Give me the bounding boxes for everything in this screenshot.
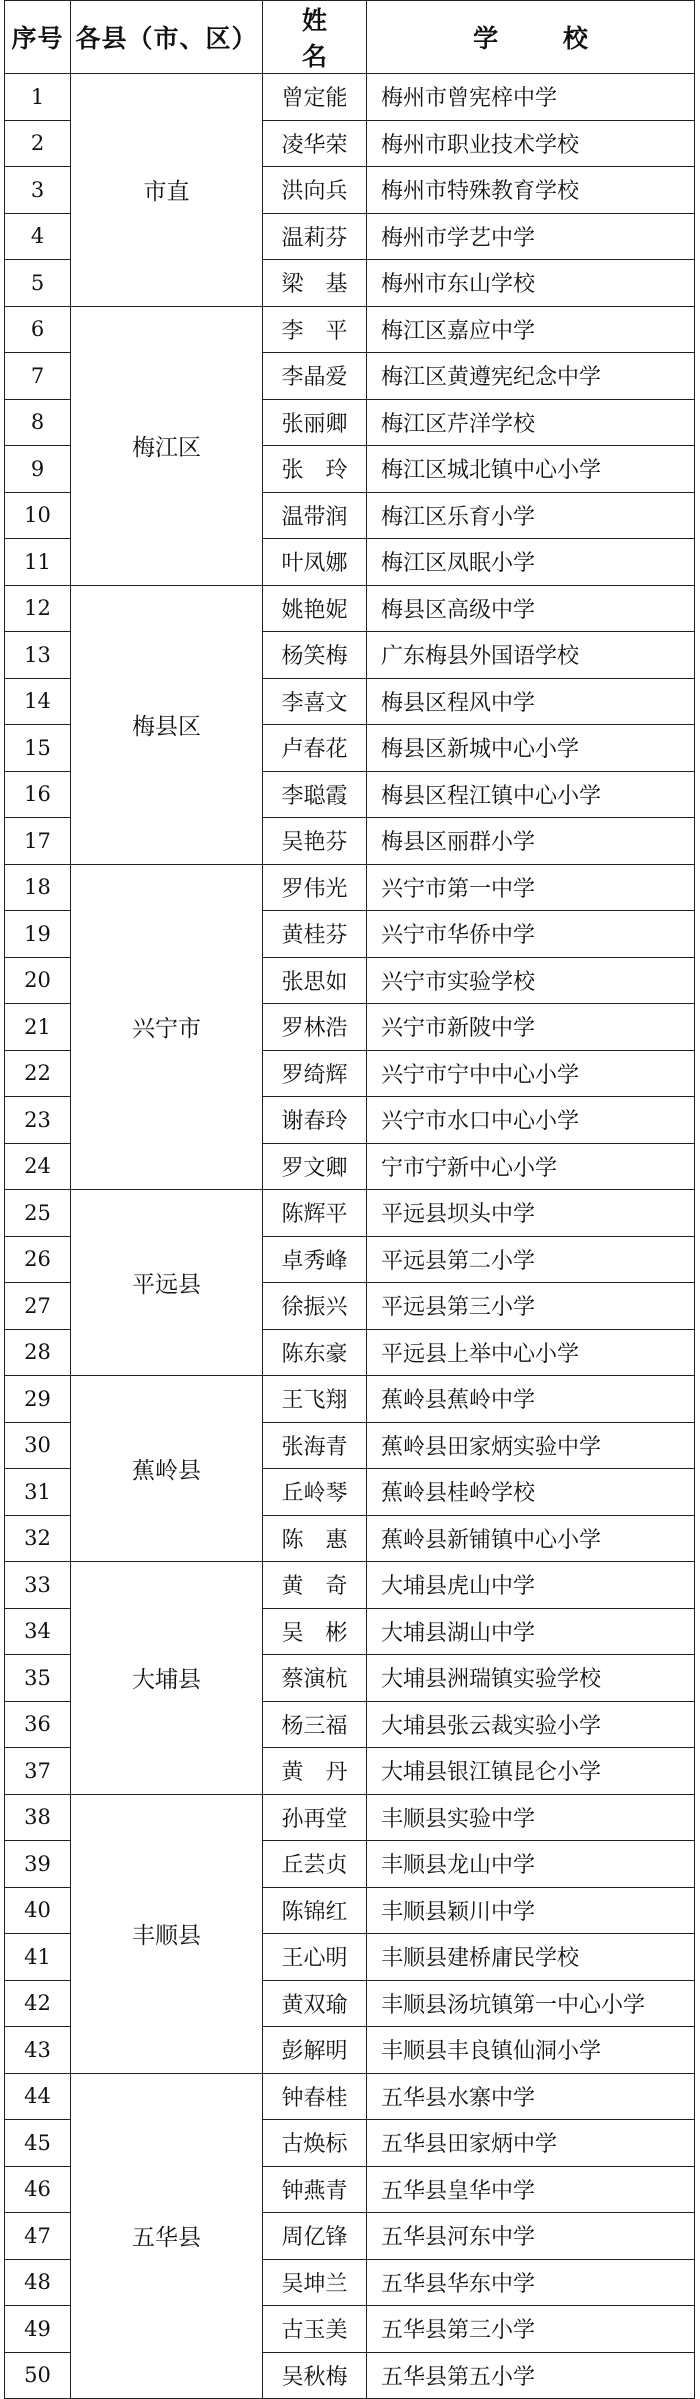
school-name: 兴宁市第一中学 <box>367 864 695 911</box>
teacher-name: 温带润 <box>263 492 367 539</box>
row-index: 43 <box>5 2027 71 2074</box>
teacher-name: 钟春桂 <box>263 2073 367 2120</box>
row-index: 14 <box>5 678 71 725</box>
school-name: 平远县上举中心小学 <box>367 1329 695 1376</box>
teacher-name: 古玉美 <box>263 2306 367 2353</box>
school-name: 五华县第三小学 <box>367 2306 695 2353</box>
school-name: 平远县第三小学 <box>367 1283 695 1330</box>
row-index: 5 <box>5 260 71 307</box>
row-index: 6 <box>5 306 71 353</box>
school-name: 丰顺县汤坑镇第一中心小学 <box>367 1980 695 2027</box>
county-cell: 蕉岭县 <box>71 1376 263 1562</box>
teacher-name: 古焕标 <box>263 2120 367 2167</box>
school-name: 梅县区程风中学 <box>367 678 695 725</box>
header-row <box>5 1 695 74</box>
school-name: 宁市宁新中心小学 <box>367 1143 695 1190</box>
teacher-name: 黄双瑜 <box>263 1980 367 2027</box>
school-name: 梅州市曾宪梓中学 <box>367 74 695 121</box>
table-row <box>5 1376 695 1423</box>
row-index: 32 <box>5 1515 71 1562</box>
table-row <box>5 1562 695 1609</box>
row-index: 48 <box>5 2259 71 2306</box>
teacher-name: 陈锦红 <box>263 1887 367 1934</box>
row-index: 25 <box>5 1190 71 1237</box>
teacher-name: 杨笑梅 <box>263 632 367 679</box>
teacher-name: 张 玲 <box>263 446 367 493</box>
teacher-name: 李晶爱 <box>263 353 367 400</box>
school-name: 丰顺县颖川中学 <box>367 1887 695 1934</box>
table-row <box>5 1190 695 1237</box>
school-name: 兴宁市实验学校 <box>367 957 695 1004</box>
county-cell: 大埔县 <box>71 1562 263 1795</box>
row-index: 4 <box>5 213 71 260</box>
row-index: 31 <box>5 1469 71 1516</box>
school-name: 大埔县湖山中学 <box>367 1608 695 1655</box>
school-name: 梅江区乐育小学 <box>367 492 695 539</box>
row-index: 40 <box>5 1887 71 1934</box>
county-cell: 梅江区 <box>71 306 263 585</box>
row-index: 26 <box>5 1236 71 1283</box>
school-name: 梅州市学艺中学 <box>367 213 695 260</box>
teacher-name: 徐振兴 <box>263 1283 367 1330</box>
school-name: 梅县区程江镇中心小学 <box>367 771 695 818</box>
teacher-name: 丘芸贞 <box>263 1841 367 1888</box>
row-index: 15 <box>5 725 71 772</box>
teacher-name: 罗伟光 <box>263 864 367 911</box>
table-row <box>5 864 695 911</box>
table-row <box>5 2073 695 2120</box>
header-school: 学 校 <box>367 1 695 74</box>
school-name: 蕉岭县新铺镇中心小学 <box>367 1515 695 1562</box>
row-index: 10 <box>5 492 71 539</box>
row-index: 46 <box>5 2166 71 2213</box>
table-header <box>5 1 695 74</box>
teacher-name: 彭解明 <box>263 2027 367 2074</box>
row-index: 16 <box>5 771 71 818</box>
row-index: 37 <box>5 1748 71 1795</box>
school-name: 五华县河东中学 <box>367 2213 695 2260</box>
teacher-name: 陈辉平 <box>263 1190 367 1237</box>
school-name: 梅县区高级中学 <box>367 585 695 632</box>
row-index: 35 <box>5 1655 71 1702</box>
school-name: 兴宁市宁中中心小学 <box>367 1050 695 1097</box>
teacher-name: 罗林浩 <box>263 1004 367 1051</box>
row-index: 49 <box>5 2306 71 2353</box>
school-name: 五华县第五小学 <box>367 2352 695 2399</box>
teacher-name: 陈 惠 <box>263 1515 367 1562</box>
teacher-name: 张海青 <box>263 1422 367 1469</box>
teacher-name: 洪向兵 <box>263 167 367 214</box>
school-name: 梅州市职业技术学校 <box>367 120 695 167</box>
row-index: 1 <box>5 74 71 121</box>
header-name: 姓 名 <box>263 1 367 74</box>
teacher-name: 蔡演杭 <box>263 1655 367 1702</box>
county-cell: 梅县区 <box>71 585 263 864</box>
row-index: 9 <box>5 446 71 493</box>
teacher-name: 吴 彬 <box>263 1608 367 1655</box>
row-index: 50 <box>5 2352 71 2399</box>
teacher-name: 罗文卿 <box>263 1143 367 1190</box>
teacher-name: 张丽卿 <box>263 399 367 446</box>
row-index: 36 <box>5 1701 71 1748</box>
teacher-name: 温莉芬 <box>263 213 367 260</box>
teacher-name: 李 平 <box>263 306 367 353</box>
table-body <box>5 74 695 2399</box>
row-index: 30 <box>5 1422 71 1469</box>
teacher-name: 孙再堂 <box>263 1794 367 1841</box>
row-index: 29 <box>5 1376 71 1423</box>
header-county: 各县（市、区） <box>71 1 263 74</box>
teacher-name: 罗绮辉 <box>263 1050 367 1097</box>
school-name: 五华县田家炳中学 <box>367 2120 695 2167</box>
row-index: 12 <box>5 585 71 632</box>
county-cell: 五华县 <box>71 2073 263 2399</box>
row-index: 47 <box>5 2213 71 2260</box>
teacher-name: 丘岭琴 <box>263 1469 367 1516</box>
county-cell: 平远县 <box>71 1190 263 1376</box>
row-index: 42 <box>5 1980 71 2027</box>
school-name: 兴宁市新陂中学 <box>367 1004 695 1051</box>
teacher-name: 曾定能 <box>263 74 367 121</box>
teacher-name: 卓秀峰 <box>263 1236 367 1283</box>
teacher-name: 李聪霞 <box>263 771 367 818</box>
school-name: 梅江区城北镇中心小学 <box>367 446 695 493</box>
teacher-name: 黄 奇 <box>263 1562 367 1609</box>
teacher-name: 谢春玲 <box>263 1097 367 1144</box>
row-index: 44 <box>5 2073 71 2120</box>
row-index: 17 <box>5 818 71 865</box>
teacher-name: 黄 丹 <box>263 1748 367 1795</box>
row-index: 38 <box>5 1794 71 1841</box>
school-name: 丰顺县建桥庸民学校 <box>367 1934 695 1981</box>
teacher-name: 吴秋梅 <box>263 2352 367 2399</box>
row-index: 34 <box>5 1608 71 1655</box>
school-name: 五华县水寨中学 <box>367 2073 695 2120</box>
row-index: 41 <box>5 1934 71 1981</box>
teacher-name: 梁 基 <box>263 260 367 307</box>
row-index: 7 <box>5 353 71 400</box>
table-row <box>5 74 695 121</box>
teacher-name: 卢春花 <box>263 725 367 772</box>
teacher-name: 王心明 <box>263 1934 367 1981</box>
school-name: 丰顺县丰良镇仙洞小学 <box>367 2027 695 2074</box>
teacher-name: 吴坤兰 <box>263 2259 367 2306</box>
teacher-name: 姚艳妮 <box>263 585 367 632</box>
school-name: 蕉岭县蕉岭中学 <box>367 1376 695 1423</box>
school-name: 梅州市东山学校 <box>367 260 695 307</box>
county-cell: 市直 <box>71 74 263 307</box>
teacher-name: 周亿锋 <box>263 2213 367 2260</box>
table-row <box>5 1794 695 1841</box>
school-name: 梅江区黄遵宪纪念中学 <box>367 353 695 400</box>
school-name: 丰顺县龙山中学 <box>367 1841 695 1888</box>
teacher-name: 吴艳芬 <box>263 818 367 865</box>
school-name: 蕉岭县田家炳实验中学 <box>367 1422 695 1469</box>
school-name: 梅县区新城中心小学 <box>367 725 695 772</box>
school-name: 梅州市特殊教育学校 <box>367 167 695 214</box>
teacher-name: 钟燕青 <box>263 2166 367 2213</box>
row-index: 19 <box>5 911 71 958</box>
teacher-name: 李喜文 <box>263 678 367 725</box>
row-index: 21 <box>5 1004 71 1051</box>
row-index: 23 <box>5 1097 71 1144</box>
school-name: 兴宁市水口中心小学 <box>367 1097 695 1144</box>
school-name: 平远县第二小学 <box>367 1236 695 1283</box>
school-name: 梅江区嘉应中学 <box>367 306 695 353</box>
table-row <box>5 306 695 353</box>
school-name: 大埔县虎山中学 <box>367 1562 695 1609</box>
row-index: 39 <box>5 1841 71 1888</box>
teacher-name: 黄桂芬 <box>263 911 367 958</box>
school-name: 大埔县洲瑞镇实验学校 <box>367 1655 695 1702</box>
school-name: 蕉岭县桂岭学校 <box>367 1469 695 1516</box>
teacher-name: 杨三福 <box>263 1701 367 1748</box>
row-index: 8 <box>5 399 71 446</box>
school-name: 大埔县银江镇昆仑小学 <box>367 1748 695 1795</box>
row-index: 24 <box>5 1143 71 1190</box>
school-name: 广东梅县外国语学校 <box>367 632 695 679</box>
county-cell: 兴宁市 <box>71 864 263 1190</box>
school-name: 梅县区丽群小学 <box>367 818 695 865</box>
row-index: 3 <box>5 167 71 214</box>
school-name: 兴宁市华侨中学 <box>367 911 695 958</box>
row-index: 2 <box>5 120 71 167</box>
teacher-name: 王飞翔 <box>263 1376 367 1423</box>
school-name: 丰顺县实验中学 <box>367 1794 695 1841</box>
teacher-name: 凌华荣 <box>263 120 367 167</box>
school-name: 五华县华东中学 <box>367 2259 695 2306</box>
teacher-name: 陈东豪 <box>263 1329 367 1376</box>
teacher-roster-table <box>4 0 695 2399</box>
row-index: 45 <box>5 2120 71 2167</box>
school-name: 梅江区凤眠小学 <box>367 539 695 586</box>
header-index: 序号 <box>5 1 71 74</box>
school-name: 五华县皇华中学 <box>367 2166 695 2213</box>
row-index: 20 <box>5 957 71 1004</box>
row-index: 11 <box>5 539 71 586</box>
row-index: 28 <box>5 1329 71 1376</box>
teacher-name: 张思如 <box>263 957 367 1004</box>
school-name: 平远县坝头中学 <box>367 1190 695 1237</box>
teacher-name: 叶凤娜 <box>263 539 367 586</box>
row-index: 13 <box>5 632 71 679</box>
school-name: 大埔县张云裁实验小学 <box>367 1701 695 1748</box>
school-name: 梅江区芹洋学校 <box>367 399 695 446</box>
row-index: 18 <box>5 864 71 911</box>
county-cell: 丰顺县 <box>71 1794 263 2073</box>
table-row <box>5 585 695 632</box>
row-index: 33 <box>5 1562 71 1609</box>
row-index: 27 <box>5 1283 71 1330</box>
row-index: 22 <box>5 1050 71 1097</box>
